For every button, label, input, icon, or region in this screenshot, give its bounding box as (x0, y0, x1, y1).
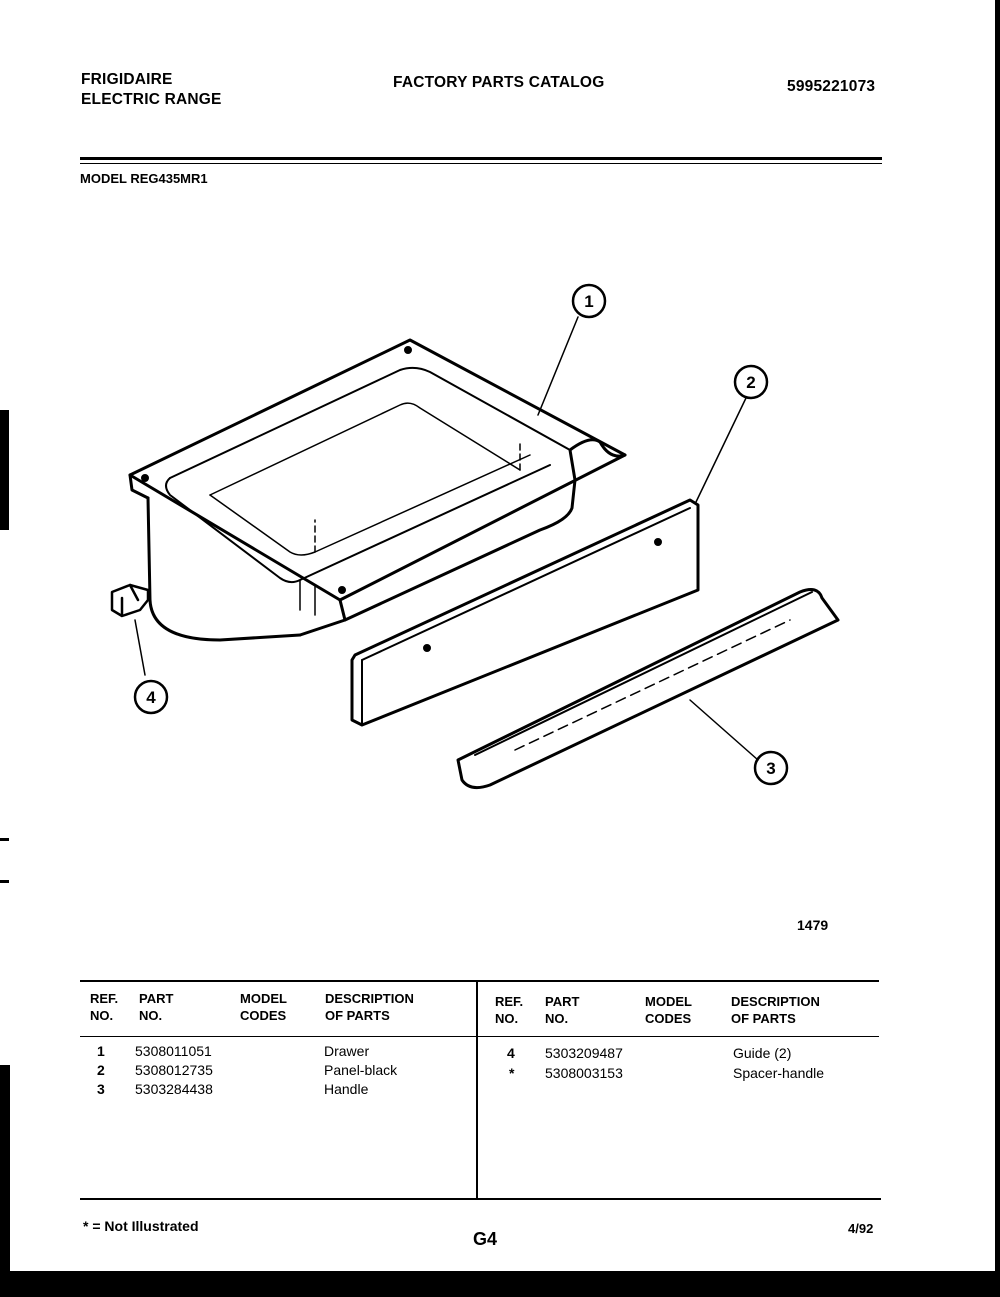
brand-block (81, 70, 222, 110)
table-top-rule (80, 980, 879, 982)
panel-drawing (352, 500, 698, 725)
catalog-title: FACTORY PARTS CATALOG (393, 74, 605, 91)
page-frame-bottom (0, 1271, 1000, 1297)
description-cell: Spacer-handle (733, 1065, 825, 1081)
header-rule-thick (80, 157, 882, 160)
table-bottom-rule (80, 1198, 881, 1200)
header-part-no: PART NO. (545, 994, 580, 1026)
header-model-codes: MODEL CODES (240, 991, 287, 1023)
page-number: G4 (473, 1229, 498, 1249)
description-cell: Panel-black (324, 1062, 398, 1078)
table-header-rule (80, 1036, 879, 1037)
model-label: MODEL REG435MR1 (80, 171, 208, 186)
page-frame-left (0, 1065, 10, 1271)
ref-no-cell: 1 (97, 1043, 105, 1059)
catalog-number: 5995221073 (787, 78, 876, 95)
ref-no-cell: 2 (97, 1062, 105, 1078)
header-ref-no: REF. NO. (90, 991, 119, 1023)
handle-drawing (458, 590, 838, 788)
part-no-cell: 5303284438 (135, 1081, 213, 1097)
callout-3: 3 (766, 759, 776, 778)
callout-2: 2 (746, 373, 756, 392)
description-cell: Handle (324, 1081, 369, 1097)
not-illustrated-note: * = Not Illustrated (83, 1218, 199, 1234)
scan-edge-mark (0, 410, 9, 530)
header-ref-no: REF. NO. (495, 994, 524, 1026)
header-part-no: PART NO. (139, 991, 174, 1023)
description-cell: Guide (2) (733, 1045, 792, 1061)
header-description: DESCRIPTION OF PARTS (325, 991, 414, 1023)
table-column-divider (476, 981, 478, 1199)
description-cell: Drawer (324, 1043, 370, 1059)
header-description: DESCRIPTION OF PARTS (731, 994, 820, 1026)
header-model-codes: MODEL CODES (645, 994, 692, 1026)
part-no-cell: 5308003153 (545, 1065, 623, 1081)
product-name: ELECTRIC RANGE (81, 91, 222, 108)
guide-drawing (112, 585, 148, 616)
exploded-parts-diagram (100, 280, 860, 800)
part-no-cell: 5308011051 (135, 1043, 212, 1059)
callout-1: 1 (584, 292, 594, 311)
ref-no-cell: * (509, 1065, 515, 1081)
brand-name: FRIGIDAIRE (81, 71, 173, 88)
part-no-cell: 5308012735 (135, 1062, 213, 1078)
scan-edge-mark (0, 838, 9, 841)
ref-no-cell: 3 (97, 1081, 105, 1097)
callout-4: 4 (146, 688, 156, 707)
part-no-cell: 5303209487 (545, 1045, 623, 1061)
ref-no-cell: 4 (507, 1045, 515, 1061)
page-frame-right (995, 0, 1000, 1297)
revision-date: 4/92 (848, 1221, 874, 1236)
figure-number: 1479 (797, 917, 829, 933)
scan-edge-mark (0, 880, 9, 883)
header-rule-thin (80, 163, 882, 164)
